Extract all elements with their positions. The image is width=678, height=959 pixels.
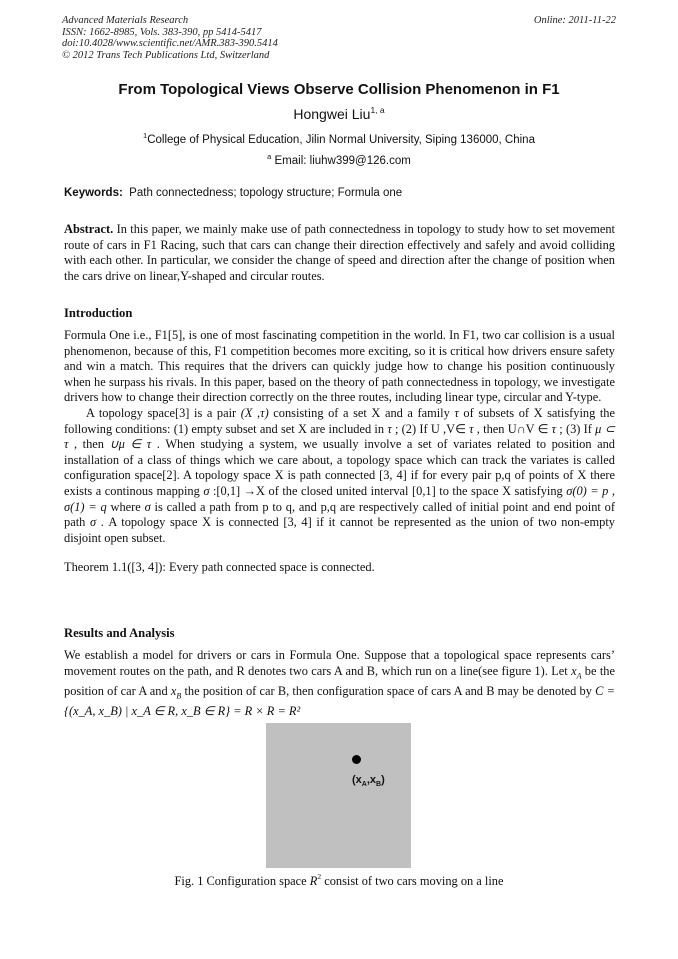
introduction-body [64,328,615,576]
results-paragraph: We establish a model for drivers or cars in Formula One. Suppose that a topological space represents cars’ movement routes on the path, and R denotes two cars A and B, which run on a line(see figure 1). Let $x_A$ be the position of car A and $x_B$ the position of car B, then configuration space of cars A and B may be denoted by C = {(x_A, x_B) | x_A ∈ R, x_B ∈ R} = R × R = R² [64,648,615,718]
keywords-label: Keywords: [64,187,123,199]
configuration-space-panel [266,723,411,868]
theorem: Theorem 1.1([3, 4]): Every path connected space is connected. [64,560,375,575]
copyright-line: © 2012 Trans Tech Publications Ltd, Switzerland [62,49,270,61]
position-point [352,755,361,764]
point-label: $(x_A,x_B)$ [352,774,385,789]
author-sup: 1, a [370,105,385,115]
abstract-text: In this paper, we mainly make use of path connectedness in topology to study how to set movement route of cars in F1 Racing, such that cars can change their direction effectively and safely and avoid colliding with each other. In particular, we consider the change of speed and direction after the change of position when the cars drive on linear,Y-shaped and circular routes. [64,222,615,283]
section-introduction: Introduction [64,306,133,320]
keywords-text: Path connectedness; topology structure; Formula one [122,187,403,199]
author-name: Hongwei Liu [293,106,371,122]
paper-title: From Topological Views Observe Collision Phenomenon in F1 [118,81,560,98]
affiliation-sup: 1 [143,131,148,140]
intro-paragraph-2: A topology space[3] is a pair (X ,τ) consisting of a set X and a family τ of subsets of X satisfying the following conditions: (1) empty subset and set X are included in τ ; (2) If U ,V∈ τ , then U∩V ∈ τ ; (3) If μ ⊂ τ , then ∪μ ∈ τ . When studying a system, we usually involve a set of variates related to position and installation of a class of things which we care about, a topology space which can track the variates is called configuration space[2]. A topology space X is path connected [3, 4] if for every pair p,q of points of X there exists a continous mapping σ :[0,1] →X of the closed united interval [0,1] to the space X satisfying σ(0) = p , σ(1) = q where σ is called a path from p to q, and p,q are respectively called of initial point and end point of path σ . A topology space X is connected [3, 4] if it cannot be represented as the union of two non-empty disjoint open subset. [64,405,616,545]
keywords [64,187,402,199]
online-date: Online: 2011-11-22 [533,15,616,26]
intro-paragraph-1: Formula One i.e., F1[5], is one of most fascinating competition in the world. In F1, two car collision is a usual phenomenon, because of this, F1 competition becomes more exciting, so it is critical how drivers ensure safety and win a match. This requires that the drivers can quickly judge how to change his position continuously when he surpass his rivals. In this paper, based on the theory of path connectedness in topology, we investigate drivers how to change their direction correctly on the three routes, including linear type, circular and Y-type. [64,328,615,405]
email-text: Email: liuhw399@126.com [271,155,411,167]
abstract [64,222,615,284]
email-line [0,152,678,167]
results-body [64,648,615,719]
issn-line: ISSN: 1662-8985, Vols. 383-390, pp 5414-5417 [62,26,262,38]
section-results: Results and Analysis [64,626,175,640]
author [0,105,678,122]
figure-caption: Fig. 1 Configuration space $R^2$ consist of two cars moving on a line [174,872,504,888]
affiliation-text: College of Physical Education, Jilin Normal University, Siping 136000, China [147,134,535,146]
journal-name: Advanced Materials Research [62,15,189,26]
config-space-formula: C = {(x_A, x_B) | x_A ∈ R, x_B ∈ R} = R × R = R² [64,683,615,718]
journal-info [62,15,278,61]
abstract-label: Abstract. [64,222,114,236]
email-sup: a [267,152,272,161]
affiliation [0,131,678,146]
doi-line: doi:10.4028/www.scientific.net/AMR.383-390.5414 [62,38,278,49]
